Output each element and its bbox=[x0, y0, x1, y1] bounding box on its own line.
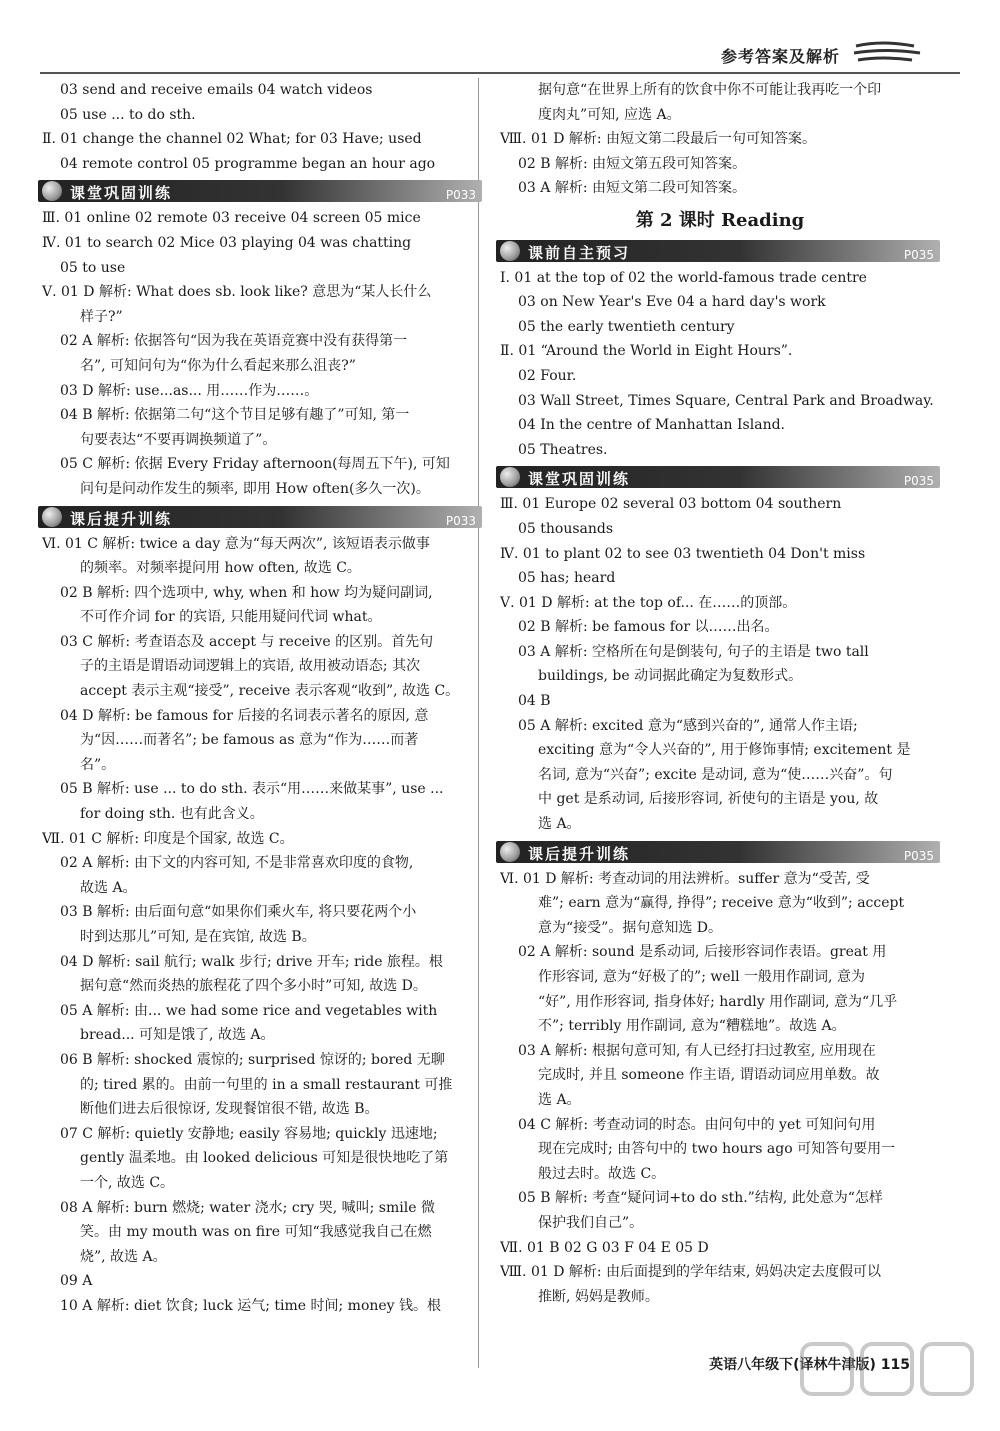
answer-line: Ⅲ. 01 Europe 02 several 03 bottom 04 southern bbox=[500, 496, 842, 513]
page-footer: 英语八年级下(译林牛津版) 115 bbox=[709, 1357, 910, 1373]
answer-line: 03 on New Year's Eve 04 a hard day's work bbox=[518, 294, 826, 311]
banner-label: 课后提升训练 bbox=[70, 509, 173, 528]
answer-line: 笑。由 my mouth was on fire 可知“我感觉我自己在燃 bbox=[80, 1224, 432, 1241]
answer-line: Ⅳ. 01 to plant 02 to see 03 twentieth 04 Don't miss bbox=[500, 545, 866, 562]
answer-line: 06 B 解析: shocked 震惊的; surprised 惊讶的; bored 无聊 bbox=[60, 1051, 445, 1068]
answer-line: 03 A 解析: 空格所在句是倒装句, 句子的主语是 two tall bbox=[518, 643, 869, 660]
answer-line: 04 B bbox=[518, 693, 551, 710]
answer-line: Ⅴ. 01 D 解析: at the top of... 在……的顶部。 bbox=[500, 594, 797, 611]
right-column bbox=[500, 78, 940, 1309]
answer-line: 08 A 解析: burn 燃烧; water 浇水; cry 哭, 喊叫; smile 微 bbox=[60, 1199, 435, 1216]
answer-line: 烧”, 故选 A。 bbox=[80, 1248, 167, 1265]
answer-line: 03 Wall Street, Times Square, Central Park and Broadway. bbox=[518, 392, 934, 409]
header-decoration-icon bbox=[852, 40, 924, 66]
answer-line: 02 A 解析: 依据答句“因为我在英语竞赛中没有获得第一 bbox=[60, 333, 408, 350]
banner-label: 课后提升训练 bbox=[528, 844, 631, 863]
answer-line: 05 B 解析: use ... to do sth. 表示“用……来做某事”, use ... bbox=[60, 781, 444, 798]
banner-page-ref: P033 bbox=[445, 513, 476, 528]
answer-line: 推断, 妈妈是教师。 bbox=[538, 1288, 659, 1305]
answer-line: 不可作介词 for 的宾语, 只能用疑问代词 what。 bbox=[80, 609, 382, 626]
answer-line: 度肉丸”可知, 应选 A。 bbox=[538, 106, 681, 123]
answer-line: 04 C 解析: 考查动词的时态。由问句中的 yet 可知问句用 bbox=[518, 1116, 876, 1133]
answer-line: exciting 意为“令人兴奋的”, 用于修饰事情; excitement 是 bbox=[538, 742, 911, 759]
answer-line: 03 B 解析: 由后面句意“如果你们乘火车, 将只要花两个小 bbox=[60, 904, 417, 921]
answer-line: 不”; terribly 用作副词, 意为“糟糕地”。故选 A。 bbox=[538, 1018, 846, 1035]
answer-line: 02 A 解析: 由下文的内容可知, 不是非常喜欢印度的食物, bbox=[60, 855, 414, 872]
answer-line: 05 use ... to do sth. bbox=[60, 106, 196, 123]
section-banner bbox=[38, 506, 482, 528]
answer-line: 05 to use bbox=[60, 259, 126, 276]
answer-line: 作形容词, 意为“好极了的”; well 一般用作副词, 意为 bbox=[538, 969, 865, 985]
answer-line: 02 A 解析: sound 是系动词, 后接形容词作表语。great 用 bbox=[518, 944, 887, 961]
answer-line: 04 In the centre of Manhattan Island. bbox=[518, 417, 785, 434]
banner-globe-icon bbox=[500, 241, 520, 261]
answer-line: 问句是问动作发生的频率, 即用 How often(多久一次)。 bbox=[80, 480, 430, 497]
answer-line: 03 C 解析: 考查语态及 accept 与 receive 的区别。首先句 bbox=[60, 633, 434, 650]
answer-line: 05 A 解析: excited 意为“感到兴奋的”, 通常人作主语; bbox=[518, 717, 858, 734]
answer-line: 名”, 可知问句为“你为什么看起来那么沮丧?” bbox=[80, 357, 356, 374]
answer-line: 完成时, 并且 someone 作主语, 谓语动词应用单数。故 bbox=[538, 1067, 880, 1084]
banner-page-ref: P035 bbox=[903, 474, 934, 489]
answer-line: 03 A 解析: 由短文第二段可知答案。 bbox=[518, 180, 746, 197]
answer-line: 为“因……而著名”; be famous as 意为“作为……而著 bbox=[80, 732, 419, 749]
answer-line: 般过去时。故选 C。 bbox=[538, 1165, 666, 1182]
banner-page-ref: P033 bbox=[445, 188, 476, 203]
answer-line: 10 A 解析: diet 饮食; luck 运气; time 时间; money 钱。根 bbox=[60, 1297, 442, 1314]
answer-line: 04 remote control 05 programme began an hour ago bbox=[60, 155, 436, 172]
banner-label: 课堂巩固训练 bbox=[528, 470, 631, 489]
banner-label: 课堂巩固训练 bbox=[70, 184, 173, 203]
page-header bbox=[40, 36, 960, 74]
answer-line: Ⅰ. 01 at the top of 02 the world-famous trade centre bbox=[500, 269, 867, 286]
answer-line: 名”。 bbox=[80, 756, 116, 773]
answer-line: 中 get 是系动词, 后接形容词, 祈使句的主语是 you, 故 bbox=[538, 791, 879, 808]
answer-line: 03 D 解析: use...as... 用……作为……。 bbox=[60, 382, 319, 399]
answer-line: Ⅳ. 01 to search 02 Mice 03 playing 04 was chatting bbox=[42, 234, 412, 251]
banner-globe-icon bbox=[500, 842, 520, 862]
answer-line: Ⅵ. 01 C 解析: twice a day 意为“每天两次”, 该短语表示做事 bbox=[42, 535, 430, 552]
answer-line: Ⅶ. 01 C 解析: 印度是个国家, 故选 C。 bbox=[42, 830, 294, 847]
answer-line: Ⅷ. 01 D 解析: 由短文第二段最后一句可知答案。 bbox=[500, 131, 817, 148]
answer-line: 03 A 解析: 根据句意可知, 有人已经打扫过教室, 应用现在 bbox=[518, 1042, 876, 1059]
answer-line: Ⅱ. 01 “Around the World in Eight Hours”. bbox=[500, 343, 793, 360]
answer-line: 02 B 解析: 由短文第五段可知答案。 bbox=[518, 155, 747, 172]
answer-line: 02 B 解析: 四个选项中, why, when 和 how 均为疑问副词, bbox=[60, 584, 433, 601]
answer-line: 样子?” bbox=[80, 308, 123, 325]
left-column bbox=[42, 78, 482, 1319]
banner-globe-icon bbox=[42, 181, 62, 201]
section-banner bbox=[496, 841, 940, 863]
answer-line: 故选 A。 bbox=[80, 879, 137, 896]
answer-line: gently 温柔地。由 looked delicious 可知是很快地吃了第 bbox=[80, 1150, 449, 1167]
answer-line: 难”; earn 意为“赢得, 挣得”; receive 意为“收到”; accept bbox=[538, 895, 905, 912]
answer-line: Ⅶ. 01 B 02 G 03 F 04 E 05 D bbox=[500, 1239, 709, 1256]
answer-line: 意为“接受”。据句意知选 D。 bbox=[538, 919, 722, 936]
answer-line: 据句意“然而炎热的旅程花了四个多小时”可知, 故选 D。 bbox=[80, 978, 427, 995]
answer-line: 05 B 解析: 考查“疑问词+to do sth.”结构, 此处意为“怎样 bbox=[518, 1190, 883, 1207]
answer-line: 现在完成时; 由答句中的 two hours ago 可知答句要用一 bbox=[538, 1141, 896, 1158]
answer-line: 05 Theatres. bbox=[518, 441, 608, 458]
answer-line: 句要表达“不要再调换频道了”。 bbox=[80, 431, 277, 448]
answer-line: 03 send and receive emails 04 watch videos bbox=[60, 82, 373, 98]
answer-line: 的; tired 累的。由前一句里的 in a small restaurant 可推 bbox=[80, 1076, 453, 1093]
answer-line: 05 A 解析: 由... we had some rice and vegetables with bbox=[60, 1002, 438, 1019]
lesson-title: 第 2 课时 Reading bbox=[635, 209, 805, 231]
answer-line: for doing sth. 也有此含义。 bbox=[80, 806, 264, 823]
answer-line: 一个, 故选 C。 bbox=[80, 1174, 175, 1191]
answer-line: bread... 可知是饿了, 故选 A。 bbox=[80, 1027, 275, 1044]
answer-line: 09 A bbox=[60, 1273, 93, 1290]
section-banner bbox=[38, 180, 482, 202]
banner-globe-icon bbox=[42, 507, 62, 527]
answer-line: 断他们进去后很惊讶, 发现餐馆很不错, 故选 B。 bbox=[80, 1101, 379, 1118]
banner-page-ref: P035 bbox=[903, 848, 934, 863]
answer-line: 名词, 意为“兴奋”; excite 是动词, 意为“使……兴奋”。句 bbox=[538, 766, 893, 783]
answer-line: 子的主语是谓语动词逻辑上的宾语, 故用被动语态; 其次 bbox=[80, 658, 421, 675]
answer-line: 选 A。 bbox=[538, 816, 581, 833]
answer-line: 保护我们自己”。 bbox=[538, 1214, 644, 1231]
header-title: 参考答案及解析 bbox=[720, 47, 840, 66]
answer-line: Ⅱ. 01 change the channel 02 What; for 03 Have; used bbox=[42, 131, 422, 148]
answer-line: 时到达那儿”可知, 是在宾馆, 故选 B。 bbox=[80, 929, 316, 945]
watermark-logo-icon bbox=[792, 1338, 982, 1418]
banner-page-ref: P035 bbox=[903, 247, 934, 262]
answer-line: 的频率。对频率提问用 how often, 故选 C。 bbox=[80, 560, 361, 577]
answer-line: 04 B 解析: 依据第二句“这个节目足够有趣了”可知, 第一 bbox=[60, 407, 410, 424]
answer-line: 05 the early twentieth century bbox=[518, 318, 735, 335]
banner-label: 课前自主预习 bbox=[528, 243, 631, 262]
answer-line: 据句意“在世界上所有的饮食中你不可能让我再吃一个印 bbox=[538, 82, 882, 98]
answer-line: 05 thousands bbox=[518, 520, 614, 537]
answer-line: 02 Four. bbox=[518, 367, 577, 384]
answer-line: Ⅵ. 01 D 解析: 考查动词的用法辨析。suffer 意为“受苦, 受 bbox=[500, 870, 870, 887]
banner-globe-icon bbox=[500, 467, 520, 487]
answer-line: buildings, be 动词据此确定为复数形式。 bbox=[538, 668, 803, 685]
answer-line: Ⅷ. 01 D 解析: 由后面提到的学年结束, 妈妈决定去度假可以 bbox=[500, 1264, 881, 1281]
answer-line: Ⅴ. 01 D 解析: What does sb. look like? 意思为“某人长什么 bbox=[42, 284, 432, 301]
answer-line: 04 D 解析: sail 航行; walk 步行; drive 开车; ride 旅程。根 bbox=[60, 953, 443, 970]
answer-line: 05 has; heard bbox=[518, 570, 616, 587]
answer-line: accept 表示主观“接受”, receive 表示客观“收到”, 故选 C。 bbox=[80, 683, 460, 700]
answer-line: 02 B 解析: be famous for 以……出名。 bbox=[518, 619, 779, 636]
section-banner bbox=[496, 466, 940, 488]
answer-line: 05 C 解析: 依据 Every Friday afternoon(每周五下午), 可知 bbox=[60, 456, 450, 473]
answer-line: “好”, 用作形容词, 指身体好; hardly 用作副词, 意为“几乎 bbox=[538, 993, 898, 1010]
answer-line: 04 D 解析: be famous for 后接的名词表示著名的原因, 意 bbox=[60, 707, 429, 724]
answer-line: 选 A。 bbox=[538, 1091, 581, 1108]
answer-line: Ⅲ. 01 online 02 remote 03 receive 04 screen 05 mice bbox=[42, 210, 421, 227]
answer-line: 07 C 解析: quietly 安静地; easily 容易地; quickly 迅速地; bbox=[60, 1125, 438, 1142]
section-banner bbox=[496, 240, 940, 262]
